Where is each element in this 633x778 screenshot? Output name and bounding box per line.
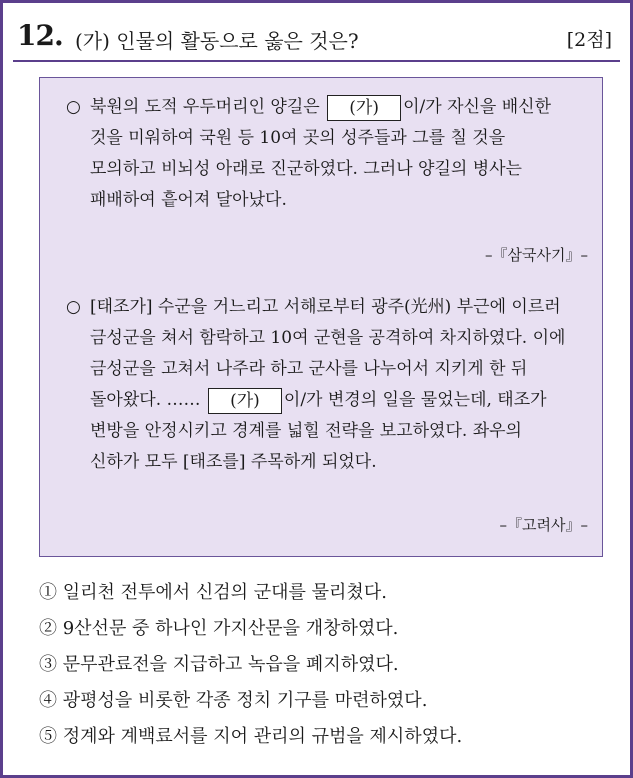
question-points: [2점] [566,29,612,51]
header-divider [13,60,620,62]
blank-box: (가) [208,388,282,414]
answer-choices [39,575,599,755]
passage-2-line-6: 신하가 모두 [태조를] 주목하게 되었다. [90,452,377,472]
passage-2-text: 이/가 변경의 일을 물었는데, 태조가 [283,390,547,410]
passage-1-line-1 [66,92,594,123]
question-text: (가) 인물의 활동으로 옳은 것은? [75,29,359,53]
choice-1[interactable]: ① 일리천 전투에서 신검의 군대를 물리쳤다. [39,582,387,603]
passage-2-line-4 [66,385,594,416]
passage-1-source: –『삼국사기』– [485,246,588,264]
passage-2-line-5: 변방을 안정시키고 경계를 넓힐 전략을 보고하였다. 좌우의 [90,421,522,441]
bullet-icon: ○ [66,297,81,317]
passage-2-text: 돌아왔다. …… [90,390,201,410]
passage-1-text: 북원의 도적 우두머리인 양길은 [90,97,320,117]
passage-2-line-1 [66,292,594,323]
choice-5[interactable]: ⑤ 정계와 계백료서를 지어 관리의 규범을 제시하였다. [39,726,463,747]
passage-1-line-3: 모의하고 비뇌성 아래로 진군하였다. 그러나 양길의 병사는 [90,159,522,179]
question-header [17,15,612,55]
passage-2-line-2: 금성군을 쳐서 함락하고 10여 군현을 공격하여 차지하였다. 이에 [90,328,566,348]
bullet-icon: ○ [66,97,81,117]
passage-1-line-4: 패배하여 흩어져 달아났다. [90,190,287,210]
passage-2-line-3: 금성군을 고쳐서 나주라 하고 군사를 나누어서 지키게 한 뒤 [90,359,528,379]
choice-3[interactable]: ③ 문무관료전을 지급하고 녹읍을 폐지하였다. [39,654,399,675]
choice-2[interactable]: ② 9산선문 중 하나인 가지산문을 개창하였다. [39,618,399,639]
choice-4[interactable]: ④ 광평성을 비롯한 각종 정치 기구를 마련하였다. [39,690,428,711]
passage-1 [66,92,594,216]
question-number: 12. [17,19,63,52]
source-box [39,77,603,557]
blank-box: (가) [327,95,401,121]
passage-1-text: 이/가 자신을 배신한 [403,97,552,117]
passage-2 [66,292,594,478]
passage-2-text: [태조가] 수군을 거느리고 서해로부터 광주(光州) 부근에 이르러 [90,297,561,317]
passage-2-source: –『고려사』– [499,516,588,534]
passage-1-line-2: 것을 미워하여 국원 등 10여 곳의 성주들과 그를 칠 것을 [90,128,506,148]
